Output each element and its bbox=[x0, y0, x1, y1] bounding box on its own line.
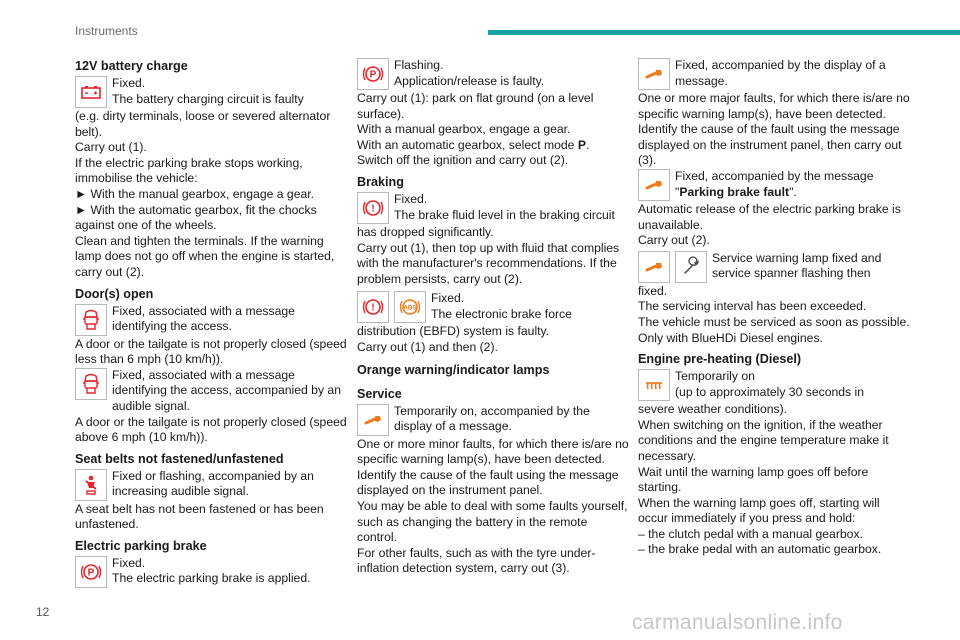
orange-lamps-heading: Orange warning/indicator lamps bbox=[357, 362, 550, 377]
service-entry: Temporarily on, accompanied by the display of a message. bbox=[357, 404, 629, 437]
service-spanner-icon bbox=[638, 169, 670, 201]
epb-entry: P Fixed. The electric parking brake is applied. bbox=[75, 556, 347, 589]
abs-icon bbox=[394, 291, 426, 323]
svg-text:!: ! bbox=[371, 203, 375, 215]
header-section-title: Instruments bbox=[75, 24, 138, 38]
spanner-outline-icon bbox=[675, 251, 707, 283]
header-accent-bar bbox=[488, 30, 960, 35]
glow-plug-icon bbox=[638, 369, 670, 401]
door-entry-2: Fixed, associated with a message identifying the access, accompanied by an audible signal. bbox=[75, 368, 347, 415]
brake-warning-icon bbox=[357, 291, 389, 323]
page-number: 12 bbox=[36, 605, 50, 619]
parking-brake-icon bbox=[357, 58, 389, 90]
braking-heading: Braking bbox=[357, 174, 404, 189]
brake-warning-icon bbox=[357, 192, 389, 224]
epb-flashing-entry: P Flashing. Application/release is faulty. bbox=[357, 58, 629, 91]
service-spanner-icon bbox=[638, 58, 670, 90]
preheat-heading: Engine pre-heating (Diesel) bbox=[638, 352, 802, 367]
battery-heading: 12V battery charge bbox=[75, 59, 188, 73]
seatbelt-heading: Seat belts not fastened/unfastened bbox=[75, 451, 284, 466]
svg-text:P: P bbox=[87, 567, 95, 579]
watermark: carmanualsonline.info bbox=[632, 611, 843, 634]
ebfd-entry: ! ABS Fixed. The electronic brake force bbox=[357, 291, 629, 324]
door-open-icon bbox=[75, 304, 107, 336]
seatbelt-icon bbox=[75, 469, 107, 501]
battery-entry: Fixed. The battery charging circuit is faulty bbox=[75, 76, 347, 109]
service-interval-entry: Service warning lamp fixed and service spanner flashing then bbox=[638, 251, 910, 284]
seatbelt-entry: Fixed or flashing, accompanied by an increasing audible signal. bbox=[75, 469, 347, 502]
svg-text:P: P bbox=[369, 69, 377, 81]
service-major-entry: Fixed, accompanied by the display of a message. bbox=[638, 58, 910, 91]
doors-heading: Door(s) open bbox=[75, 286, 154, 301]
service-spanner-icon bbox=[357, 404, 389, 436]
service-spanner-icon bbox=[638, 251, 670, 283]
column-1: 12V battery charge Fixed. The battery charging circuit is faulty (e.g. dirty terminals, loose or severed alternator belt). Carry out (1). If the electric parking brake stops working, immobilise the vehicle: ► With the manual gearbox, engage a gear. ► With the automatic gearbox, fit the chocks against one of the wheels. Clean and tighten the terminals. If the warning lamp does not go off when the engine is started, carry out (2). Door(s) open Fixed, associated with a message identifying the access. A door or the tailgate is not properly closed (speed less than 6 mph (10 km/h)). Fixed, associated with a message identifying the access, accompanied by an audible signal. A door or the tailgate is not properly closed (speed above 6 mph (10 km/h)). Seat belts not fastened/unfastened Fixed or flashing, accompanied by an increasing audible signal. A seat belt has not been fastened or has been unfastened. Electric parking brake P Fixed. The electric parking brake is applied. bbox=[75, 58, 347, 589]
svg-text:ABS: ABS bbox=[403, 304, 417, 312]
svg-text:!: ! bbox=[371, 302, 375, 314]
door-entry-1: Fixed, associated with a message identifying the access. bbox=[75, 304, 347, 337]
preheat-entry: Temporarily on (up to approximately 30 seconds in bbox=[638, 369, 910, 402]
column-2: P Flashing. Application/release is faulty. Carry out (1): park on flat ground (on a level surface). With a manual gearbox, engage a gear. With an automatic gearbox, select mode P. Switch off the ignition and carry out (2). Braking ! Fixed. The brake fluid level in the braking circuit has dropped significantly. Carry out (1), then top up with fluid that complies with the manufacturer's recommendations. If the problem persists, carry out (2). ! ABS Fixed. The electronic brake force distribution (EBFD) system is faulty. Carry out (1) and then (2). Orange warning/indicator lamps Service Temporarily on, accompanied by the display of a message. One or more minor faults, for which there is/are no specific warning lamp(s), have been detected. Identify the cause of the fault using the message displayed on the instrument panel. You may be able to deal with some faults yourself, such as changing the battery in the remote control. For other faults, such as with the tyre under-inflation detection system, carry out (3). bbox=[357, 58, 629, 576]
column-3: Fixed, accompanied by the display of a message. One or more major faults, for which there is/are no specific warning lamp(s), have been detected. Identify the cause of the fault using the message displayed on the instrument panel, then carry out (3). Fixed, accompanied by the message "Parking brake fault". Automatic release of the electric parking brake is unavailable. Carry out (2). Service warning lamp fixed and service spanner flashing then fixed. The servicing interval has been exceeded. The vehicle must be serviced as soon as possible. Only with BlueHDi Diesel engines. Engine pre-heating (Diesel) Temporarily on (up to approximately 30 seconds in severe weather conditions). When switching on the ignition, if the weather conditions and the engine temperature make it necessary. Wait until the warning lamp goes off before starting. When the warning lamp goes off, starting will occur immediately if you press and hold: – the clutch pedal with a manual gearbox. – the brake pedal with an automatic gearbox. bbox=[638, 58, 910, 557]
battery-icon bbox=[75, 76, 107, 108]
braking-entry: ! Fixed. The brake fluid level in the braking circuit bbox=[357, 192, 629, 225]
door-open-icon bbox=[75, 368, 107, 400]
epb-heading: Electric parking brake bbox=[75, 538, 207, 553]
parking-brake-icon bbox=[75, 556, 107, 588]
service-heading: Service bbox=[357, 386, 402, 401]
service-parking-fault-entry: Fixed, accompanied by the message "Parking brake fault". bbox=[638, 169, 910, 202]
